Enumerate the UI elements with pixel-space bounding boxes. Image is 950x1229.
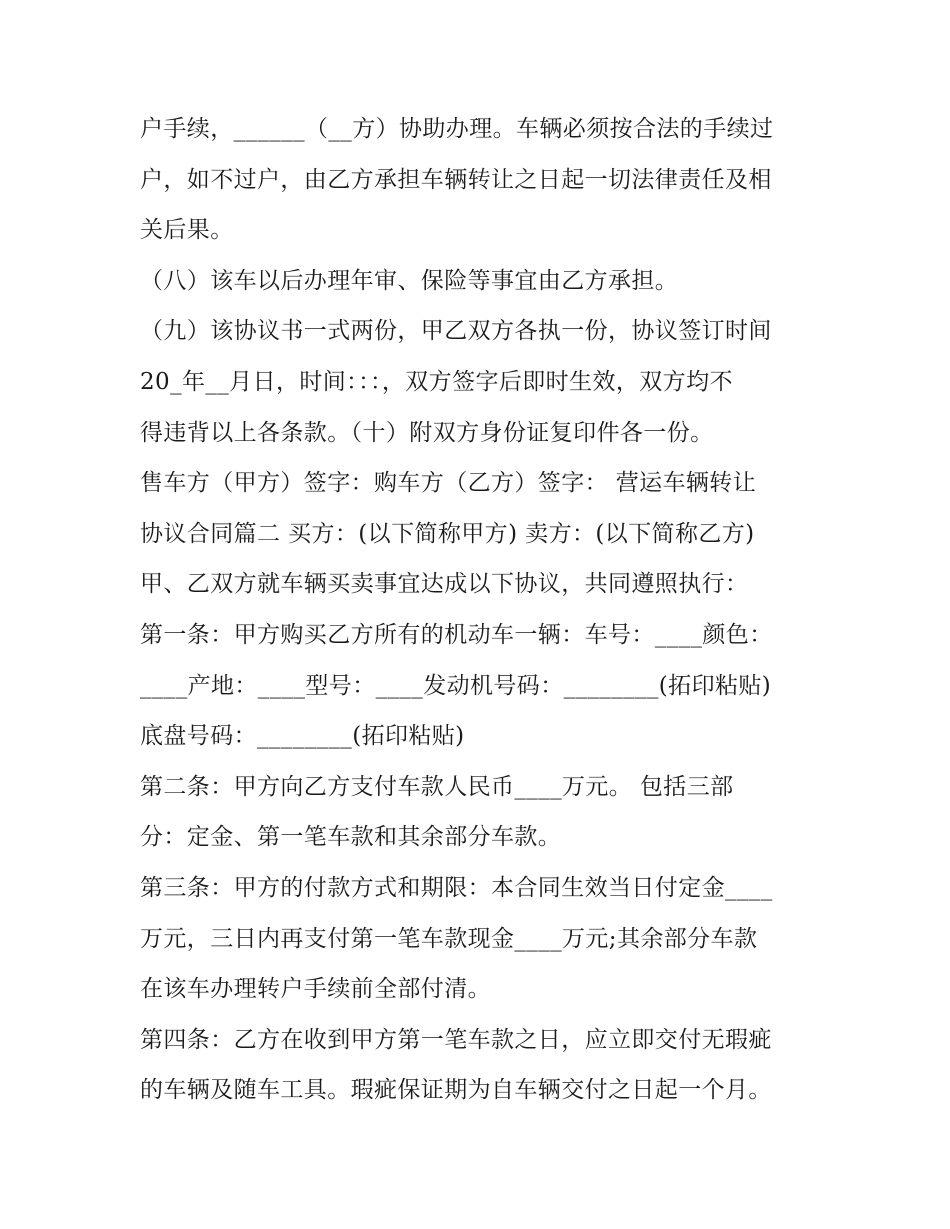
text-line: 万元，三日内再支付第一笔车款现金____万元;其余部分车款: [140, 925, 758, 952]
text-line: 户手续，______（__方）协助办理。车辆必须按合法的手续过: [140, 116, 774, 142]
text-line: 第三条：甲方的付款方式和期限：本合同生效当日付定金____: [140, 874, 773, 901]
text-line: 协议合同篇二 买方：(以下简称甲方) 卖方：(以下简称乙方): [140, 520, 755, 547]
text-line: （八）该车以后办理年审、保险等事宜由乙方承担。: [140, 267, 679, 294]
text-line: 第二条：甲方向乙方支付车款人民币____万元。 包括三部: [140, 773, 734, 800]
text-line: 甲、乙双方就车辆买卖事宜达成以下协议，共同遵照执行：: [140, 571, 749, 598]
text-line: ____产地：____型号：____发动机号码：________(拓印粘贴): [140, 672, 772, 699]
text-line: 售车方（甲方）签字：购车方（乙方）签字： 营运车辆转让: [140, 470, 757, 497]
text-line: （九）该协议书一式两份，甲乙双方各执一份，协议签订时间: [140, 318, 772, 345]
text-line: 分：定金、第一笔车款和其余部分车款。: [140, 824, 562, 851]
text-line: 第一条：甲方购买乙方所有的机动车一辆：车号：____颜色：: [140, 621, 773, 648]
document-body: [140, 104, 815, 1116]
text-line: 户，如不过户，由乙方承担车辆转让之日起一切法律责任及相: [140, 166, 772, 193]
text-line: 得违背以上各条款。（十）附双方身份证复印件各一份。: [140, 419, 714, 446]
text-line: 底盘号码：________(拓印粘贴): [140, 723, 465, 750]
text-line: 关后果。: [140, 217, 234, 244]
text-line: 在该车办理转户手续前全部付清。: [140, 976, 491, 1003]
text-line: 第四条：乙方在收到甲方第一笔车款之日，应立即交付无瑕疵: [140, 1026, 772, 1053]
text-line: 20_年__月日，时间：：：，双方签字后即时生效，双方均不: [140, 368, 733, 395]
text-line: 的车辆及随车工具。瑕疵保证期为自车辆交付之日起一个月。: [140, 1077, 772, 1104]
